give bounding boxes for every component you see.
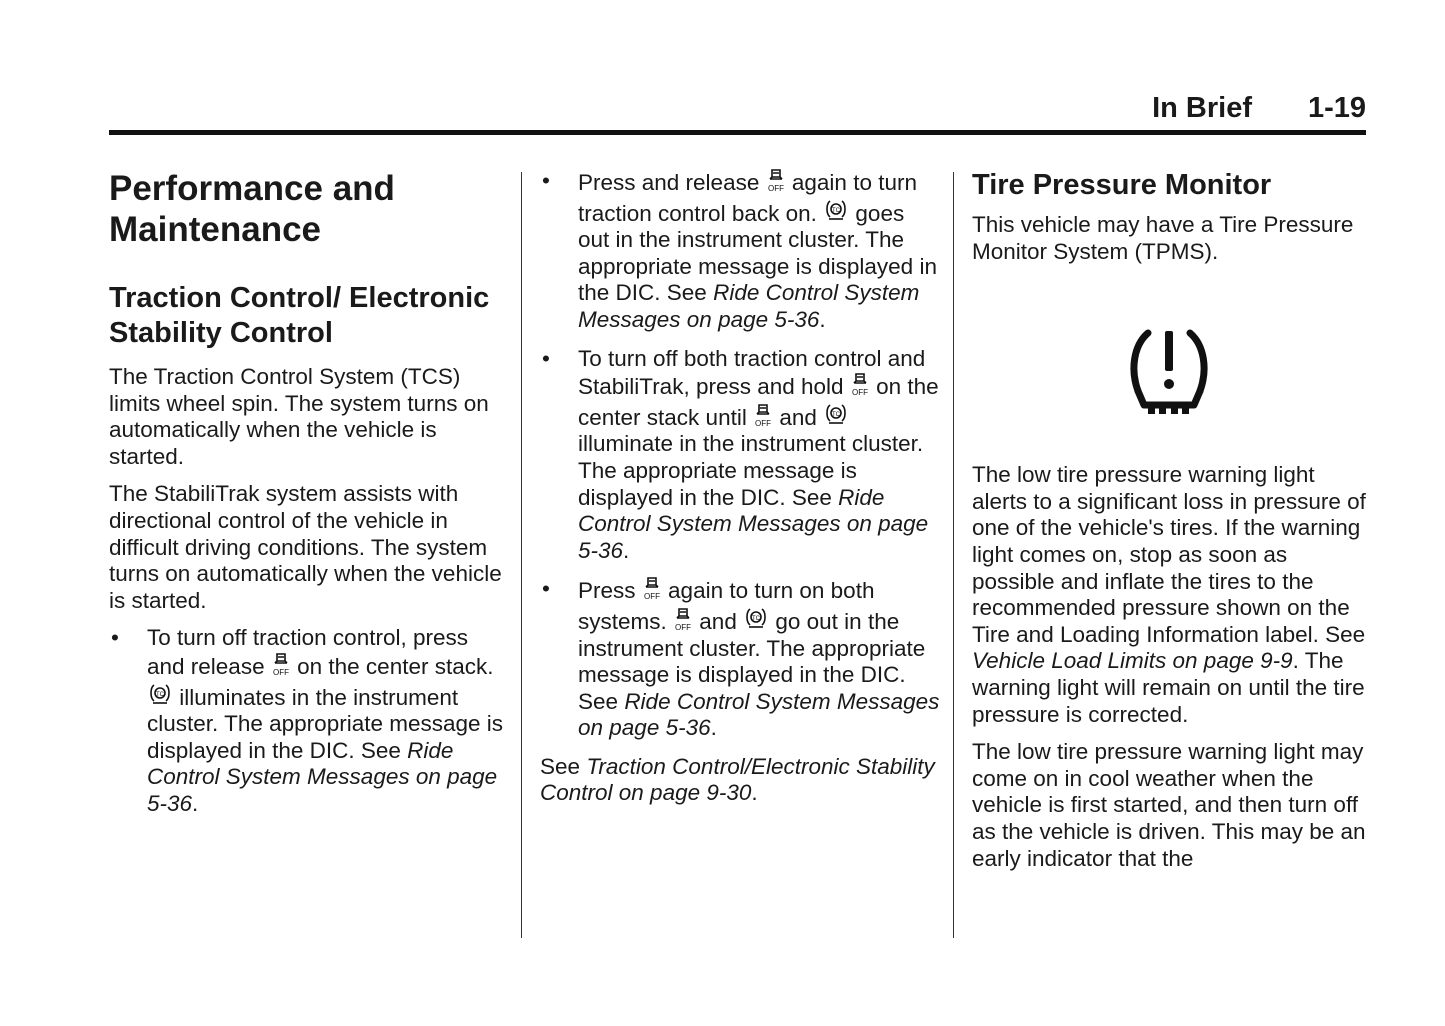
cross-reference[interactable]: Ride Control System Messages on page 5-36 — [578, 484, 929, 563]
bullet-glyph: • — [542, 168, 550, 193]
paragraph: The StabiliTrak system assists with directional control of the vehicle in difficult driving conditions. The system turns on automatically when the vehicle is started. — [109, 481, 502, 613]
svg-text:OFF: OFF — [767, 184, 784, 192]
bullet-glyph: • — [542, 345, 550, 371]
column-divider — [521, 172, 522, 938]
cross-reference[interactable]: Ride Control System Messages on page 5-36 — [578, 280, 920, 332]
chapter-heading: Performance and Maintenance — [109, 169, 395, 249]
column-left — [109, 168, 509, 818]
svg-text:OFF: OFF — [675, 622, 692, 631]
svg-text:TC: TC — [752, 615, 761, 622]
svg-text:OFF: OFF — [851, 388, 868, 397]
traction-off-icon — [850, 372, 870, 396]
svg-text:TC: TC — [832, 411, 841, 418]
bullet-glyph: • — [542, 576, 550, 602]
traction-control-icon — [743, 605, 769, 631]
traction-control-icon — [823, 197, 849, 223]
cross-reference[interactable]: Vehicle Load Limits on page 9-9 — [972, 648, 1293, 674]
cross-reference[interactable]: Traction Control/Electronic Stability Control on page 9-30 — [540, 753, 935, 806]
svg-text:TC: TC — [156, 691, 164, 698]
paragraph: This vehicle may have a Tire Pressure Monitor System (TPMS). — [972, 212, 1354, 264]
section-heading: Tire Pressure Monitor — [972, 169, 1272, 201]
page-header — [109, 90, 1366, 135]
traction-control-icon — [823, 401, 849, 427]
tpms-warning-icon — [1126, 325, 1212, 417]
column-right — [972, 168, 1367, 872]
list-item: • To turn off traction control, press and release OFF on the center stack. TC illuminates in the instrument cluster. The appropriate message is displayed in the DIC. See Ride Control System Messages on page 5-36. — [111, 625, 504, 816]
svg-text:TC: TC — [832, 207, 841, 214]
paragraph: The low tire pressure warning light alerts to a significant loss in pressure of one of the vehicle's tires. If the warning light comes on, stop as soon as possible and inflate the tires to the recommended pressure shown on the Tire and Loading Information label. See Vehicle Load Limits on page 9-9. The warning light will remain on until the tire pressure is corrected. — [972, 462, 1366, 727]
traction-off-icon — [271, 652, 291, 676]
section-title: In Brief — [1152, 92, 1252, 124]
list-item: • Press and release OFF again to turn traction control back on. TC goes out in the instrument cluster. The appropriate message is displayed in the DIC. See Ride Control System Messages on page 5-36. — [542, 168, 937, 332]
list-item: • To turn off both traction control and StabiliTrak, press and hold OFF on the center stack until OFF and TC illuminate in the instrument cluster. The appropriate message is displayed in the DIC. See Ride Control System Messages on page 5-36. — [542, 345, 939, 563]
column-divider — [953, 172, 954, 938]
column-middle — [540, 168, 940, 807]
paragraph: The low tire pressure warning light may come on in cool weather when the vehicle is first started, and then turn off as the vehicle is driven. This may be an early indicator that the — [972, 739, 1366, 871]
traction-off-icon — [673, 607, 693, 631]
section-heading: Traction Control/ Electronic Stability Control — [109, 282, 490, 349]
cross-reference[interactable]: Ride Control System Messages on page 5-36 — [578, 688, 940, 741]
paragraph: See Traction Control/Electronic Stability Control on page 9-30. — [540, 753, 935, 806]
svg-text:OFF: OFF — [643, 592, 660, 601]
traction-off-icon — [766, 168, 786, 192]
cross-reference[interactable]: Ride Control System Messages on page 5-36 — [147, 737, 498, 816]
traction-off-icon — [753, 403, 773, 427]
paragraph: The Traction Control System (TCS) limits wheel spin. The system turns on automatically when the vehicle is started. — [109, 364, 489, 469]
bullet-glyph: • — [111, 625, 119, 651]
svg-text:OFF: OFF — [272, 667, 289, 676]
list-item: • Press OFF again to turn on both systems. OFF and TC go out in the instrument cluster. The appropriate message is displayed in the DIC. See Ride Control System Messages on page 5-36. — [542, 576, 940, 741]
page-number: 1-19 — [1307, 92, 1366, 124]
traction-off-icon — [642, 576, 662, 600]
traction-control-icon — [147, 681, 173, 707]
svg-text:OFF: OFF — [755, 418, 772, 427]
